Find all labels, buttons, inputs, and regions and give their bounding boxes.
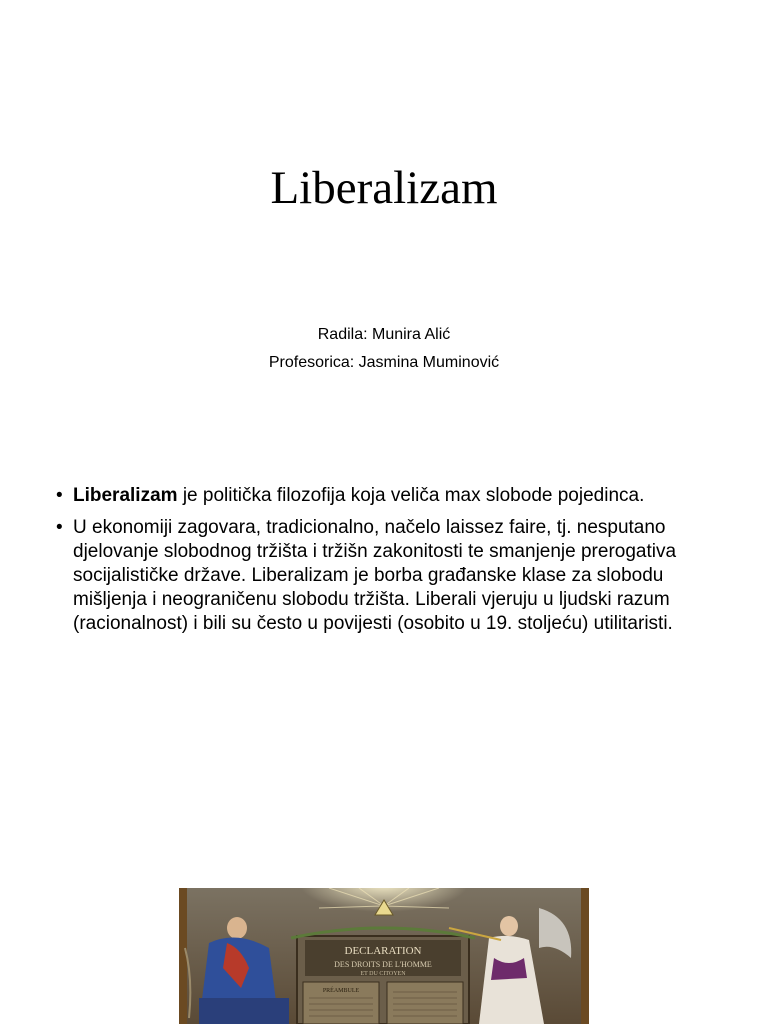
bullet-dot-icon: •: [56, 517, 63, 538]
svg-text:PRÉAMBULE: PRÉAMBULE: [322, 988, 360, 994]
svg-text:DES DROITS DE L'HOMME: DES DROITS DE L'HOMME: [334, 960, 432, 969]
professor-line: Profesorica: Jasmina Muminović: [268, 354, 500, 371]
svg-text:ET DU CITOYEN: ET DU CITOYEN: [360, 971, 406, 977]
bullet-item: [56, 516, 736, 636]
svg-text:DECLARATION: DECLARATION: [344, 945, 422, 957]
bullet-bold-term: Liberalizam: [73, 485, 178, 506]
declaration-painting-icon: [179, 888, 589, 1024]
bullet-list: [56, 484, 736, 644]
declaration-painting-image: [179, 888, 589, 1024]
bullet-dot-icon: •: [56, 485, 63, 506]
slide-title: Liberalizam: [270, 162, 498, 214]
bullet-item: [56, 484, 736, 508]
author-line: Radila: Munira Alić: [317, 326, 451, 343]
bullet-text: je politička filozofija koja veliča max slobode pojedinca.: [177, 485, 645, 506]
bullet-text: U ekonomiji zagovara, tradicionalno, načelo laissez faire, tj. nesputano djelovanje slobodnog tržišta i tržišn zakonitosti te smanjenje prerogativa socijalističke države. Liberalizam je borba građanske klase za slobodu mišljenja i neograničenu slobodu tržišta. Liberali vjeruju u ljudski razum (racionalnost) i bili su često u povijesti (osobito u 19. stoljeću) utilitaristi.: [73, 517, 677, 634]
